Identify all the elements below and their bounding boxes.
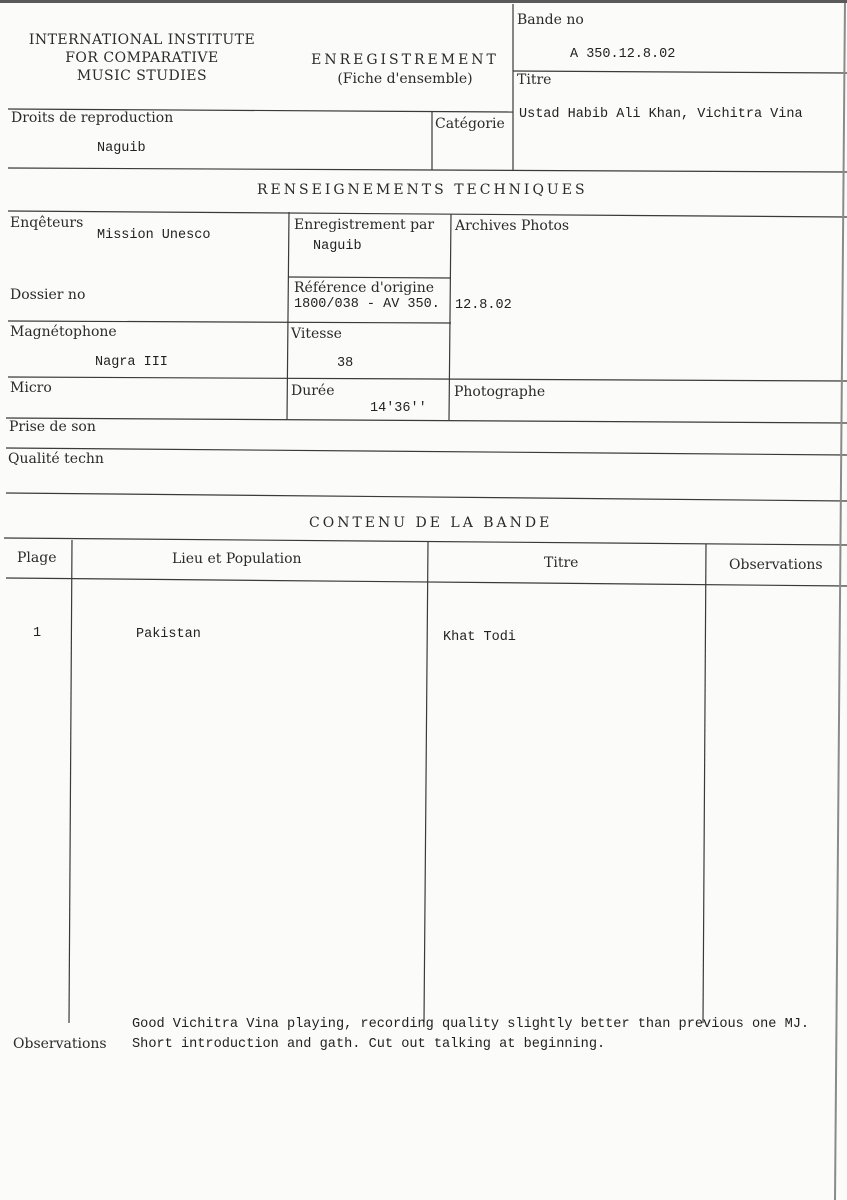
qualite-label: Qualité techn	[8, 451, 104, 467]
archives-photos-label: Archives Photos	[455, 218, 570, 234]
section-title-contents: CONTENU DE LA BANDE	[309, 515, 553, 531]
droits-label: Droits de reproduction	[11, 110, 174, 126]
row-lieu: Pakistan	[136, 627, 201, 642]
form-subtitle: (Fiche d'ensemble)	[337, 71, 473, 87]
micro-label: Micro	[10, 380, 52, 396]
dossier-label: Dossier no	[10, 287, 86, 303]
form-title: ENREGISTREMENT	[311, 52, 499, 68]
vitesse-label: Vitesse	[291, 326, 342, 342]
reference-value-b: 12.8.02	[455, 298, 512, 313]
titre-label: Titre	[517, 72, 552, 88]
vitesse-value: 38	[337, 356, 354, 371]
observations-label: Observations	[13, 1036, 107, 1052]
bande-label: Bande no	[517, 12, 584, 28]
categorie-label: Catégorie	[435, 116, 505, 132]
bande-value: A 350.12.8.02	[570, 47, 676, 62]
row-plage: 1	[33, 626, 42, 641]
droits-value: Naguib	[97, 141, 146, 156]
col-header-titre: Titre	[544, 555, 579, 571]
row-titre: Khat Todi	[443, 630, 516, 645]
enregistrement-par-value: Naguib	[313, 239, 362, 254]
photographe-label: Photographe	[454, 384, 546, 400]
enregistrement-par-label: Enregistrement par	[294, 217, 435, 233]
titre-value: Ustad Habib Ali Khan, Vichitra Vina	[519, 107, 803, 122]
observations-line1: Good Vichitra Vina playing, recording quality slightly better than previous one MJ.	[132, 1017, 810, 1032]
observations-line2: Short introduction and gath. Cut out talking at beginning.	[132, 1037, 606, 1052]
col-header-lieu: Lieu et Population	[172, 551, 302, 567]
duree-label: Durée	[291, 383, 335, 399]
enqueteurs-value: Mission Unesco	[97, 228, 211, 243]
reference-value-a: 1800/038 - AV 350.	[294, 297, 440, 312]
col-header-observations: Observations	[729, 557, 823, 573]
magnetophone-label: Magnétophone	[10, 324, 117, 340]
institute-name-line3: MUSIC STUDIES	[76, 68, 208, 84]
enqueteurs-label: Enqêteurs	[10, 215, 84, 231]
prise-de-son-label: Prise de son	[9, 419, 96, 435]
institute-name-line1: INTERNATIONAL INSTITUTE	[28, 32, 256, 48]
section-title-technical: RENSEIGNEMENTS TECHNIQUES	[257, 182, 588, 198]
col-header-plage: Plage	[17, 550, 57, 566]
magnetophone-value: Nagra III	[95, 355, 168, 370]
reference-label: Référence d'origine	[294, 280, 435, 296]
institute-name-line2: FOR COMPARATIVE	[65, 50, 219, 66]
duree-value: 14'36''	[370, 401, 427, 416]
